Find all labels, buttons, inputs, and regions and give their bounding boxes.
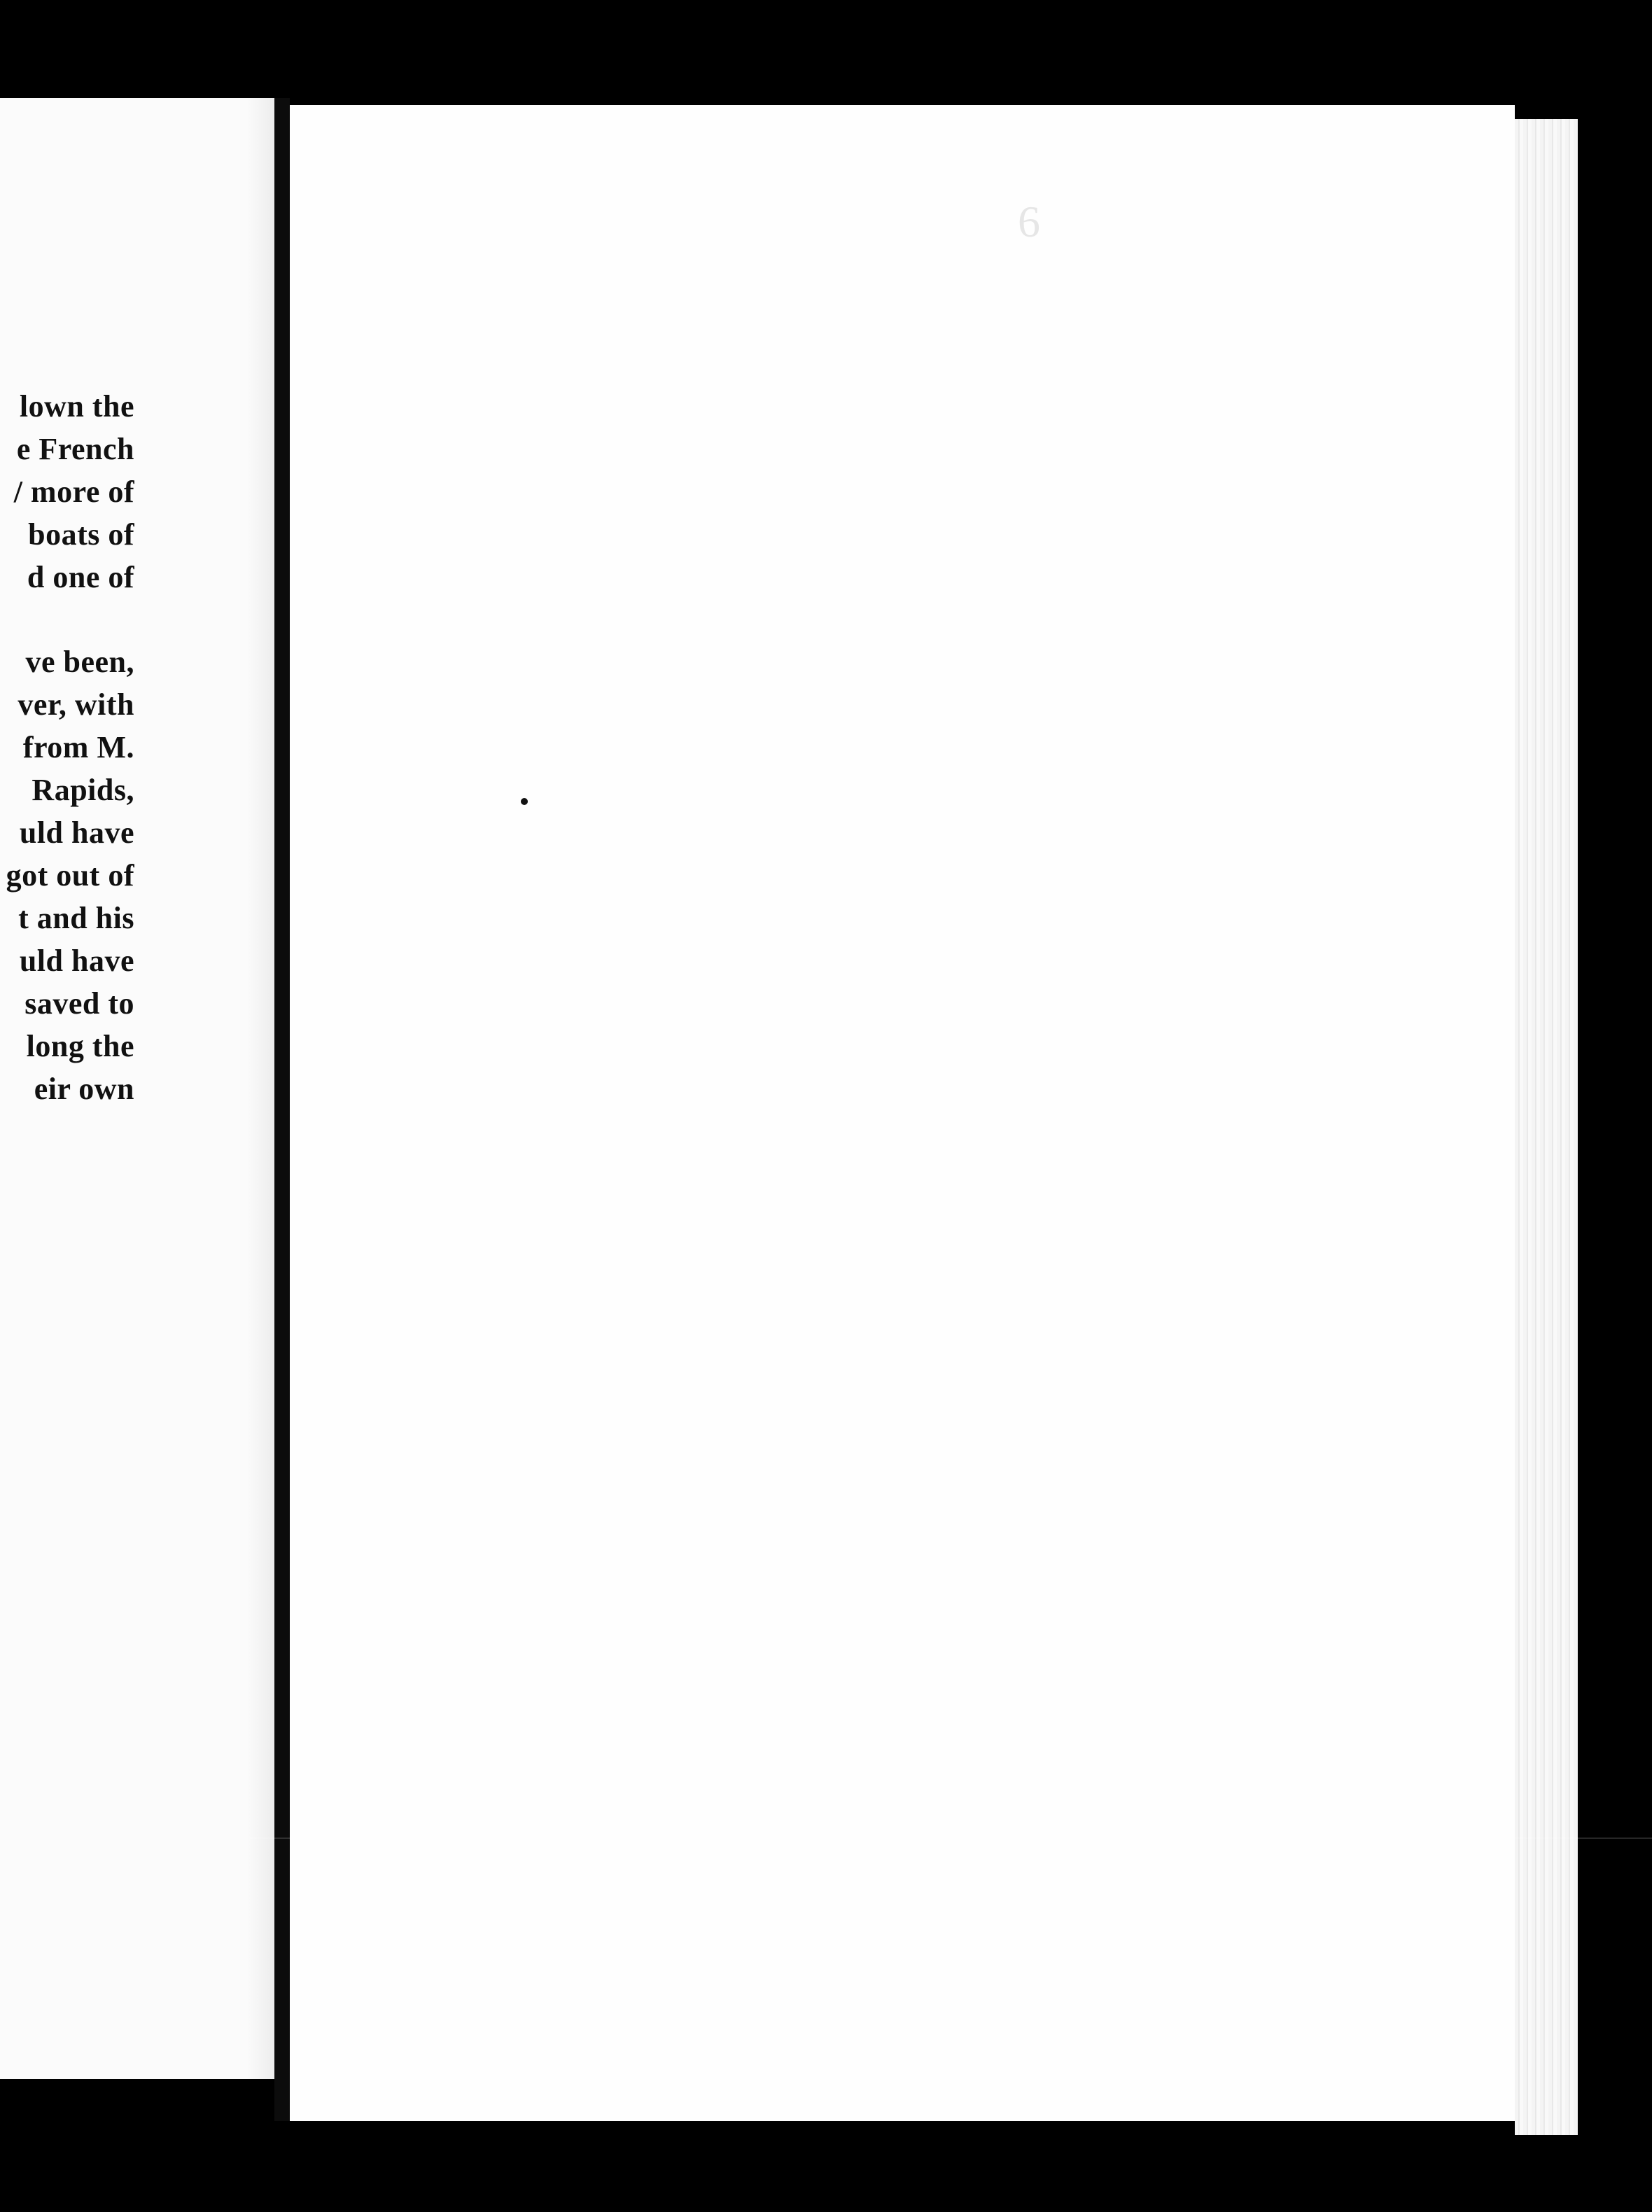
text-line: from M. (22, 730, 134, 764)
text-line: boats of (28, 517, 134, 552)
page-number: 6 (1018, 197, 1040, 246)
text-line: ver, with (18, 687, 134, 722)
text-line: got out of (6, 858, 134, 892)
text-line: / more of (13, 475, 134, 509)
ink-speck (521, 798, 528, 805)
text-line: eir own (34, 1072, 134, 1106)
text-line: ve been, (25, 645, 134, 679)
text-line: uld have (19, 816, 134, 850)
text-line: d one of (27, 560, 134, 594)
text-line: long the (26, 1029, 134, 1063)
book-binding (274, 98, 290, 2121)
left-page-text (1, 385, 134, 1110)
left-page (0, 98, 281, 2079)
text-line: e French (16, 432, 134, 466)
text-line: uld have (19, 944, 134, 978)
paragraph-gap (1, 598, 134, 640)
text-line: t and his (18, 901, 134, 935)
text-line: Rapids, (31, 773, 134, 807)
text-line: lown the (19, 389, 134, 424)
text-line: saved to (24, 986, 134, 1021)
page-edges (1515, 119, 1578, 2135)
scan-scratch (0, 1837, 1652, 1839)
right-page (290, 105, 1515, 2121)
